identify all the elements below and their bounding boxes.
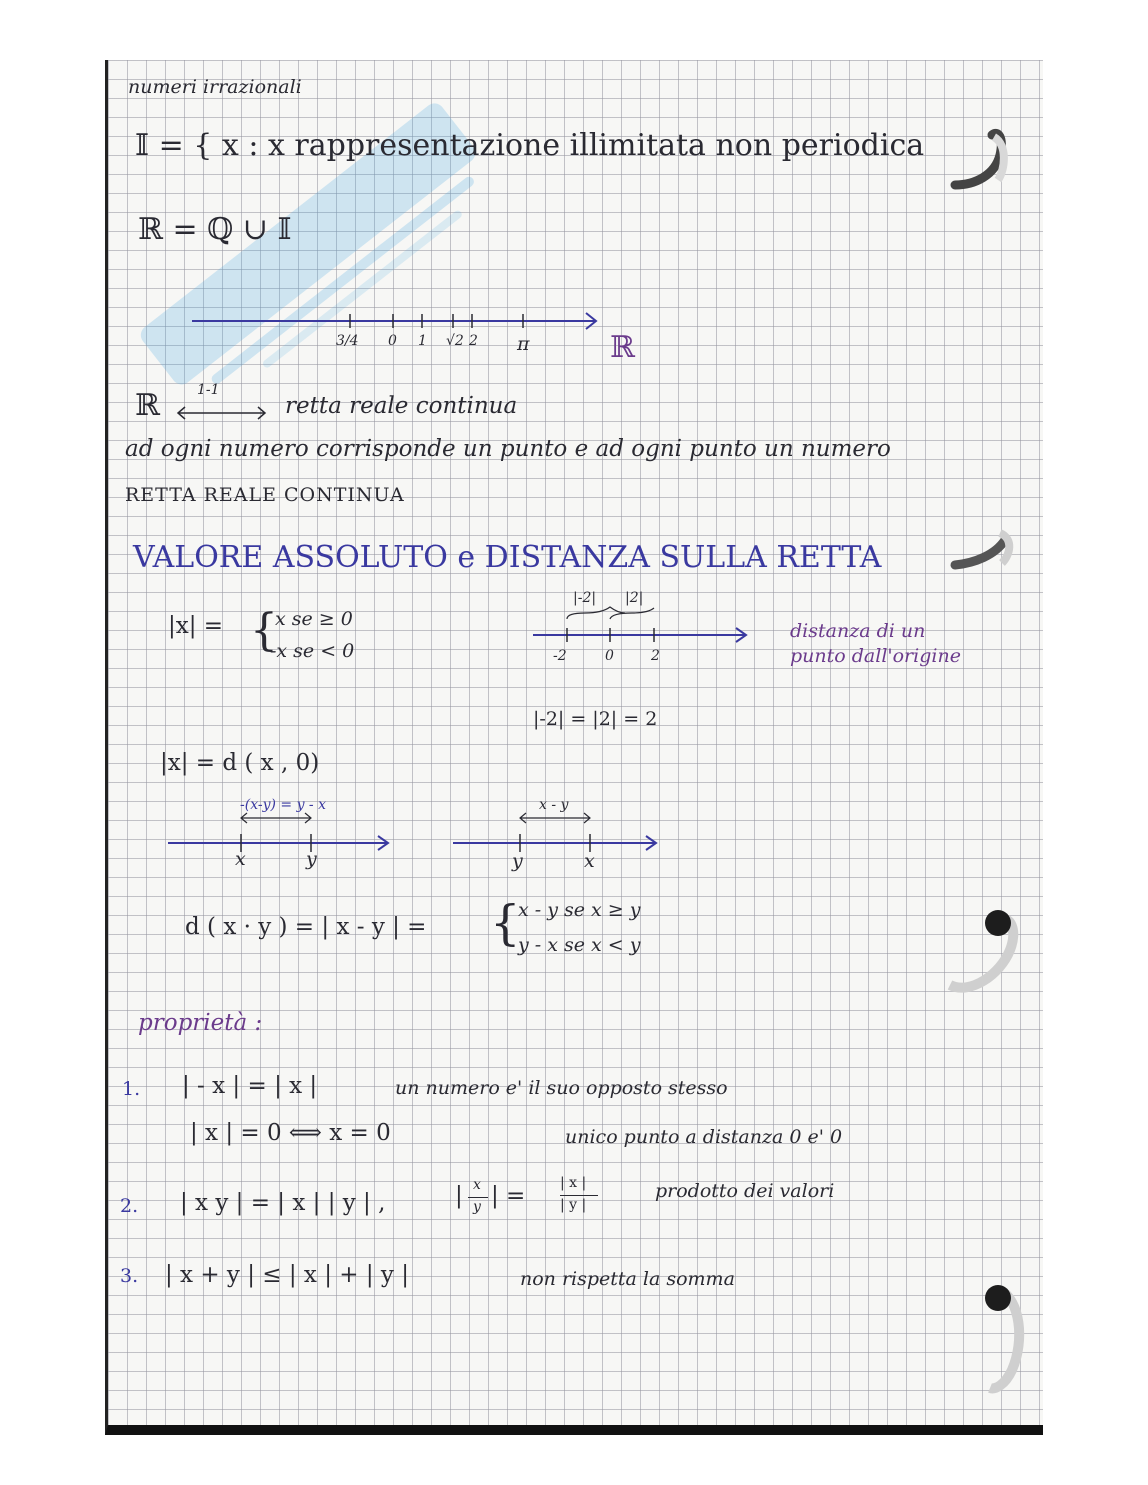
real-number-line (190, 305, 610, 345)
tick-label-1: 1 (418, 333, 427, 349)
abs-as-distance: |x| = d ( x , 0) (160, 750, 320, 776)
dist-b-label: x - y (539, 797, 569, 813)
origin-note-1: distanza di un (790, 620, 926, 642)
origin-label-neg2: |-2| (573, 590, 597, 606)
dist-a-point2: y (306, 848, 317, 870)
property-3-note: non rispetta la somma (520, 1268, 735, 1290)
bijection-reals: ℝ (135, 388, 160, 423)
dist-a-point1: x (235, 848, 246, 870)
property-2-rhs-num: | x | (560, 1175, 587, 1191)
heading-irrationals: numeri irrazionali (128, 76, 302, 98)
binder-ring-2 (950, 515, 1025, 595)
tick-label-3-4: 3/4 (336, 333, 359, 349)
bijection-arrow-label: 1-1 (197, 382, 220, 398)
property-2-frac-num: x (473, 1177, 481, 1193)
correspondence-sentence: ad ogni numero corrisponde un punto e ad ogni punto un numero (125, 436, 891, 462)
binder-ring-3 (940, 895, 1025, 1005)
dist-b-point2: x (584, 850, 595, 872)
tick-label-0: 0 (388, 333, 397, 349)
origin-distance-line (530, 605, 755, 650)
abs-def-lhs: |x| = (168, 613, 224, 639)
property-3-number: 3. (120, 1265, 139, 1287)
tick-label-pi: π (517, 333, 530, 355)
tick-label-sqrt2: √2 (446, 333, 464, 349)
dist-b-point1: y (512, 850, 523, 872)
dist-def-brace: { (490, 895, 521, 951)
origin-label-2: |2| (625, 590, 644, 606)
property-1-formula: | - x | = | x | (182, 1073, 318, 1099)
origin-tick-0: 0 (605, 648, 614, 664)
distance-line-a (165, 810, 395, 855)
property-2-frac-line (468, 1197, 488, 1198)
property-2-frac-bar-left: | (455, 1183, 463, 1209)
notebook-page (105, 60, 1043, 1435)
property-3-formula: | x + y | ≤ | x | + | y | (165, 1262, 409, 1288)
dist-def-case1: x - y se x ≥ y (518, 899, 641, 921)
tick-label-2: 2 (469, 333, 478, 349)
abs-def-brace: { (250, 605, 278, 656)
abs-def-case2: -x se < 0 (270, 640, 355, 662)
property-2-note: prodotto dei valori (655, 1180, 835, 1202)
property-1-number: 1. (122, 1078, 141, 1100)
distance-line-b (450, 810, 665, 855)
dist-def-case2: y - x se x < y (518, 934, 641, 956)
irrationals-set-definition: 𝕀 = { x : x rappresentazione illimitata non periodica (135, 128, 925, 163)
caps-line: RETTA REALE CONTINUA (125, 484, 405, 506)
reals-line-label: ℝ (610, 330, 635, 365)
dist-a-label: -(x-y) = y - x (240, 797, 327, 813)
dist-def-lhs: d ( x · y ) = | x - y | = (185, 914, 427, 940)
abs-example: |-2| = |2| = 2 (533, 708, 658, 730)
origin-tick-neg2: -2 (553, 648, 567, 664)
property-2-formula: | x y | = | x | | y | , (180, 1190, 386, 1216)
origin-note-2: punto dall'origine (790, 645, 961, 667)
reals-union-definition: ℝ = ℚ ∪ 𝕀 (138, 212, 292, 247)
binder-ring-1 (950, 125, 1025, 205)
bijection-double-arrow (175, 404, 270, 422)
abs-def-case1: x se ≥ 0 (275, 608, 353, 630)
property-2-frac-bar-right: | = (491, 1183, 526, 1209)
property-1b-formula: | x | = 0 ⟺ x = 0 (190, 1120, 391, 1146)
property-1b-note: unico punto a distanza 0 e' 0 (565, 1126, 843, 1148)
property-2-frac-den: y (473, 1199, 481, 1215)
binder-ring-4 (950, 1270, 1030, 1400)
property-2-number: 2. (120, 1195, 139, 1217)
origin-tick-2: 2 (651, 648, 660, 664)
section-title: VALORE ASSOLUTO e DISTANZA SULLA RETTA (133, 540, 882, 575)
bijection-target: retta reale continua (285, 393, 518, 419)
property-2-rhs-den: | y | (560, 1197, 587, 1213)
properties-title: proprietà : (138, 1010, 263, 1036)
property-2-rhs-line (560, 1195, 598, 1196)
property-1-note: un numero e' il suo opposto stesso (395, 1077, 728, 1099)
